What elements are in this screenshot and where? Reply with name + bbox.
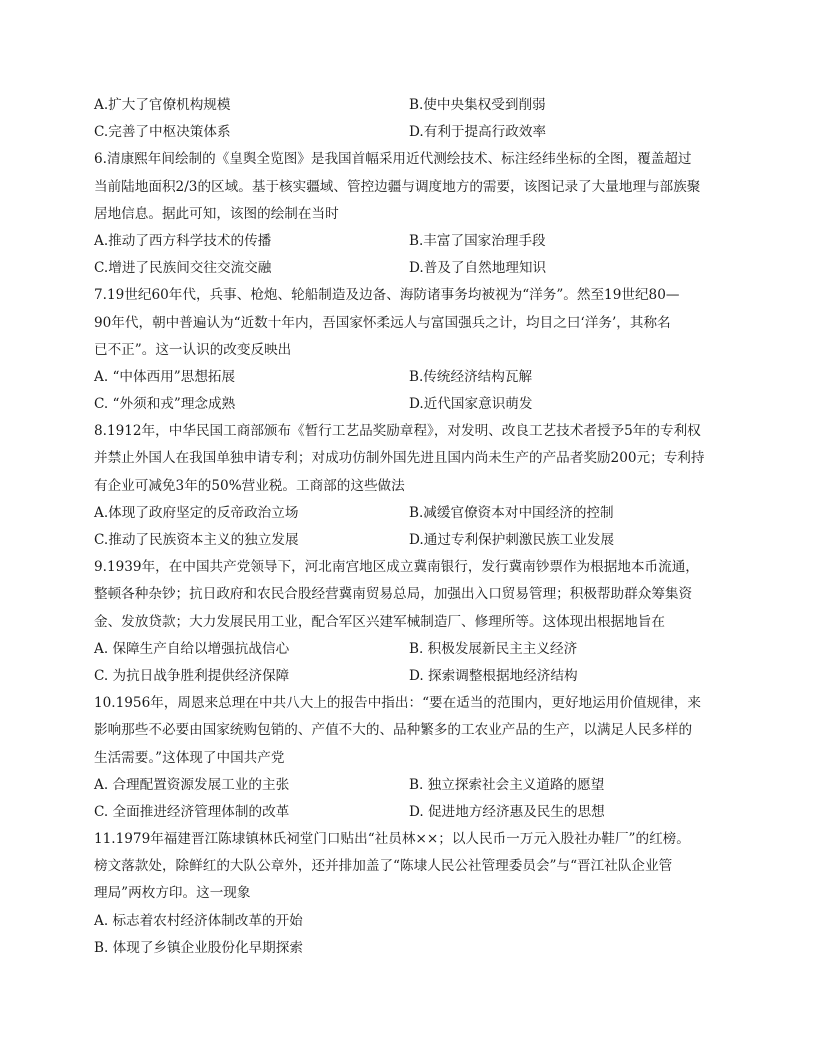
- q6-stem-line-2: 当前陆地面积2/3的区域。基于核实疆域、管控边疆与调度地方的需要，该图记录了大量地理与部族聚: [94, 178, 701, 195]
- q9-stem-line-2: 整顿各种杂钞；抗日政府和农民合股经营冀南贸易总局，加强出入口贸易管理；积极帮助群众筹集资: [94, 586, 693, 603]
- q10-option-c: C. 全面推进经济管理体制的改革: [94, 803, 290, 820]
- q5-option-c: C.完善了中枢决策体系: [94, 124, 231, 141]
- q9-option-b: B. 积极发展新民主主义经济: [409, 640, 578, 657]
- q10-option-a: A. 合理配置资源发展工业的主张: [94, 776, 290, 793]
- q7-option-d: D.近代国家意识萌发: [409, 396, 533, 413]
- q7-options-row-1: [94, 364, 718, 391]
- q9-options-row-1: [94, 636, 718, 663]
- q7-option-c: C. “外须和戎”理念成熟: [94, 396, 236, 413]
- q8-options-row-1: [94, 500, 718, 527]
- q10-option-d: D. 促进地方经济惠及民生的思想: [409, 803, 605, 820]
- q9-option-c: C. 为抗日战争胜利提供经济保障: [94, 667, 290, 684]
- q8-option-c: C.推动了民族资本主义的独立发展: [94, 532, 299, 548]
- q6-option-b: B.丰富了国家治理手段: [409, 232, 546, 249]
- q9-option-a: A. 保障生产自给以增强抗战信心: [94, 640, 290, 657]
- q8-stem-line-2: 并禁止外国人在我国单独申请专利；对成功仿制外国先进且国内尚未生产的产品者奖励200元；专利持: [94, 450, 705, 467]
- exam-page: [94, 92, 718, 962]
- q7-option-a: A. “中体西用”思想拓展: [94, 368, 236, 385]
- q6-options-row-2: [94, 255, 718, 282]
- q10-stem-line-3: 生活需要。”这体现了中国共产党: [94, 749, 285, 766]
- q7-stem-line-2: 90年代，朝中普遍认为“近数十年内，吾国家怀柔远人与富国强兵之计，均目之曰‘洋务’，其称名: [94, 314, 671, 331]
- q7-stem-line-3: 已不正”。这一认识的改变反映出: [94, 341, 292, 358]
- q5-option-d: D.有利于提高行政效率: [409, 124, 547, 141]
- q10-stem-line-2: 影响那些不必要由国家统购包销的、产值不大的、品种繁多的工农业产品的生产，以满足人民多样的: [94, 722, 693, 739]
- q7-option-b: B.传统经济结构瓦解: [409, 368, 533, 385]
- q10-options-row-2: [94, 799, 718, 826]
- q5-option-a: A.扩大了官僚机构规模: [94, 97, 231, 113]
- q7-stem-line-1: 7.19世纪60年代，兵事、枪炮、轮船制造及边备、海防诸事务均被视为“洋务”。然至19世纪80—: [94, 287, 680, 304]
- q11-stem-line-3: 理局”两枚方印。这一现象: [94, 885, 251, 902]
- q6-option-d: D.普及了自然地理知识: [409, 260, 547, 277]
- q7-options-row-2: [94, 391, 718, 418]
- q11-stem-line-2: 榜文落款处，除鲜红的大队公章外，还并排加盖了“陈埭人民公社管理委员会”与“晋江社队企业管: [94, 858, 673, 875]
- q9-stem-line-3: 金、发放贷款；大力发展民用工业，配合军区兴建军械制造厂、修理所等。这体现出根据地旨在: [94, 613, 665, 630]
- q9-option-d: D. 探索调整根据地经济结构: [409, 667, 578, 684]
- q10-option-b: B. 独立探索社会主义道路的愿望: [409, 776, 605, 793]
- q6-option-c: C.增进了民族间交往交流交融: [94, 260, 272, 277]
- q5-options-row-1: [94, 92, 718, 119]
- q10-options-row-1: [94, 772, 718, 799]
- q11-option-b: B. 体现了乡镇企业股份化早期探索: [94, 939, 303, 956]
- q6-option-a: A.推动了西方科学技术的传播: [94, 232, 272, 249]
- q5-options-row-2: [94, 119, 718, 146]
- q6-options-row-1: [94, 228, 718, 255]
- q6-stem-line-1: 6.清康熙年间绘制的《皇舆全览图》是我国首幅采用近代测绘技术、标注经纬坐标的全图，覆盖超过: [94, 151, 692, 168]
- q8-option-d: D.通过专利保护刺激民族工业发展: [409, 532, 615, 548]
- q9-stem-line-1: 9.1939年，在中国共产党领导下，河北南宫地区成立冀南银行，发行冀南钞票作为根据地本币流通，: [94, 559, 699, 576]
- q8-options-row-2: [94, 527, 718, 554]
- q8-stem-line-1: 8.1912年，中华民国工商部颁布《暂行工艺品奖励章程》，对发明、改良工艺技术者授予5年的专利权: [94, 423, 701, 440]
- q5-option-b: B.使中央集权受到削弱: [409, 97, 546, 113]
- q9-options-row-2: [94, 663, 718, 690]
- q6-stem-line-3: 居地信息。据此可知，该图的绘制在当时: [94, 205, 339, 222]
- q8-option-a: A.体现了政府坚定的反帝政治立场: [94, 504, 299, 521]
- q11-stem-line-1: 11.1979年福建晋江陈埭镇林氏祠堂门口贴出“社员林××；以人民币一万元入股社办鞋厂”的红榜。: [94, 831, 690, 848]
- q8-stem-line-3: 有企业可减免3年的50%营业税。工商部的这些做法: [94, 477, 405, 494]
- q11-option-a: A. 标志着农村经济体制改革的开始: [94, 912, 303, 929]
- q8-option-b: B.减缓官僚资本对中国经济的控制: [409, 504, 614, 521]
- q10-stem-line-1: 10.1956年，周恩来总理在中共八大上的报告中指出：“要在适当的范围内，更好地运用价值规律，来: [94, 695, 701, 712]
